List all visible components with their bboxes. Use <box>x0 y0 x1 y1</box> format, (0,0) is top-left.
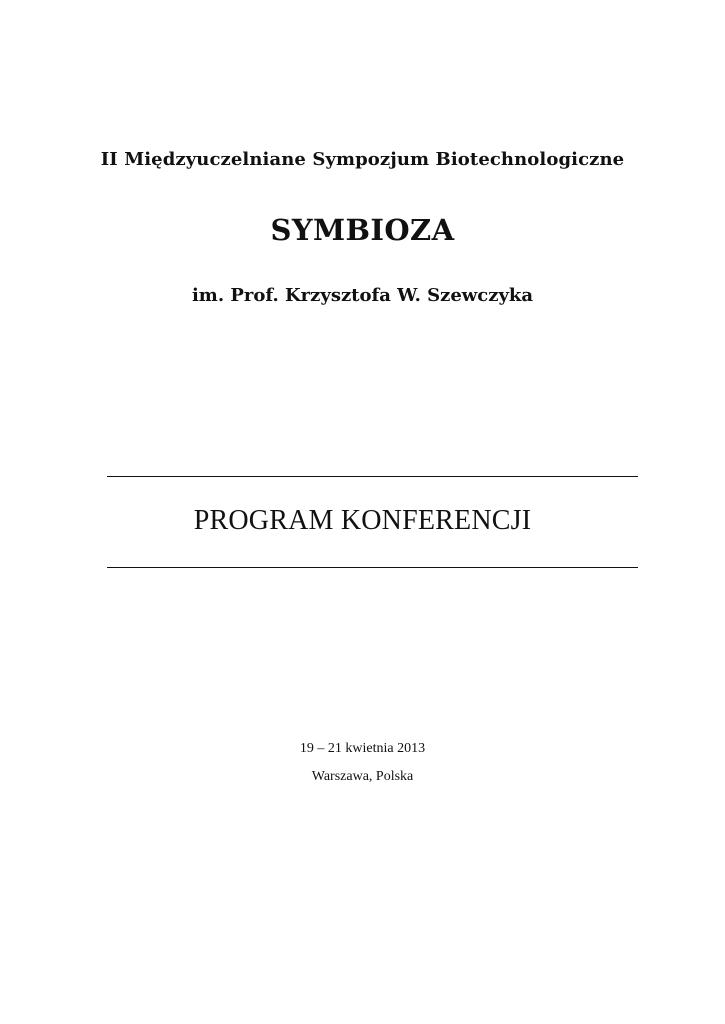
top-divider <box>107 476 638 477</box>
bottom-divider <box>107 567 638 568</box>
conference-dates: 19 – 21 kwietnia 2013 <box>299 741 426 756</box>
program-heading: PROGRAM KONFERENCJI <box>193 505 532 536</box>
patron-name: im. Prof. Krzysztofa W. Szewczyka <box>191 285 534 306</box>
symposium-name: II Międzyuczelniane Sympozjum Biotechnologiczne <box>100 149 625 170</box>
conference-title: SYMBIOZA <box>270 213 455 247</box>
conference-location: Warszawa, Polska <box>311 769 414 784</box>
